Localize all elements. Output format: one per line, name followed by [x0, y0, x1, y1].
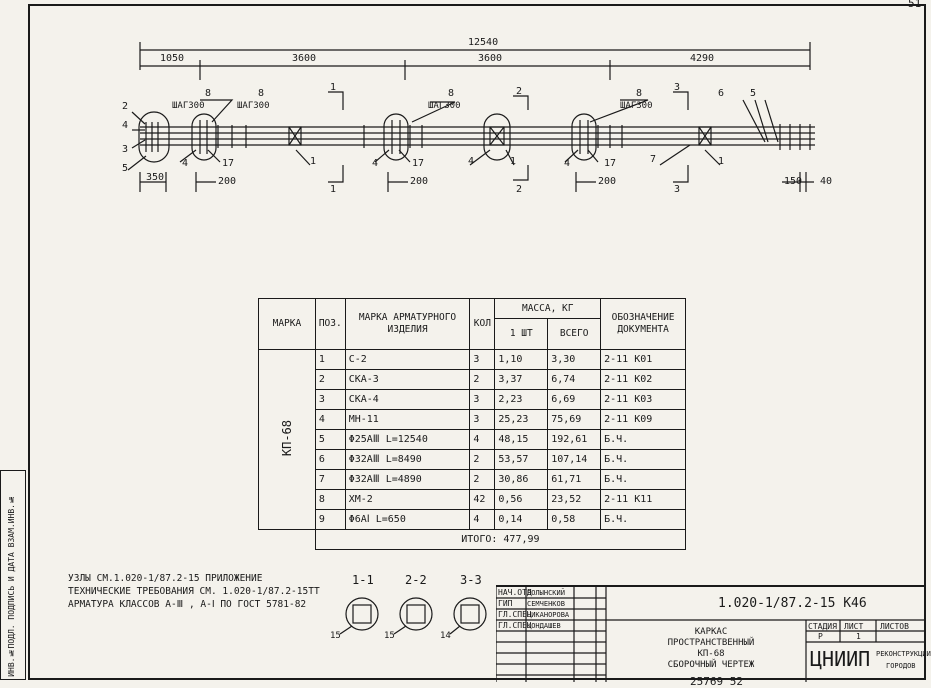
name-1: ВОЛЫНСКИЙ — [527, 589, 565, 597]
cell-qty: 3 — [470, 350, 495, 370]
cell-pos: 9 — [315, 510, 345, 530]
dim-seg1: 1050 — [160, 53, 185, 64]
note-line-2: ТЕХНИЧЕСКИЕ ТРЕБОВАНИЯ СМ. 1.020-1/87.2-15ТТ — [68, 586, 320, 597]
th-mass-one: 1 ШТ — [495, 319, 548, 350]
left-margin-text: ИНВ.№ПОДЛ. ПОДПИСЬ И ДАТА ВЗАМ.ИНВ.№ — [7, 495, 16, 677]
callout-17c: 17 — [604, 158, 617, 169]
cell-total: 107,14 — [548, 450, 601, 470]
note-line-1: УЗЛЫ СМ.1.020-1/87.2-15 ПРИЛОЖЕНИЕ — [68, 573, 263, 584]
name-4: КОНДАШЕВ — [527, 622, 561, 630]
cell-mark: СКА-4 — [345, 390, 470, 410]
th-qty: КОЛ — [470, 299, 495, 350]
organization-sub-2: ГОРОДОВ — [886, 662, 916, 670]
section-label-2: 2-2 — [405, 573, 427, 587]
specification-table — [258, 298, 686, 550]
cell-doc: 2-11 К03 — [601, 390, 686, 410]
dim-200b: 200 — [410, 176, 429, 187]
pitch-label-1: ШАГ300 — [172, 101, 205, 111]
document-title: КАРКАС ПРОСТРАНСТВЕННЫЙ КП-68 СБОРОЧНЫЙ ЧЕРТЕЖ — [667, 627, 755, 670]
cell-doc: Б.Ч. — [601, 450, 686, 470]
cell-one: 0,56 — [495, 490, 548, 510]
cell-pos: 3 — [315, 390, 345, 410]
cell-one: 48,15 — [495, 430, 548, 450]
dim-350: 350 — [146, 172, 165, 183]
cell-mark: С-2 — [345, 350, 470, 370]
cell-one: 1,10 — [495, 350, 548, 370]
table-row — [259, 470, 686, 490]
th-pos: ПОЗ. — [315, 299, 345, 350]
table-row — [259, 430, 686, 450]
role-4: ГЛ.СПЕЦ — [498, 621, 532, 630]
sheet-corner-number: 51 — [908, 0, 922, 10]
left-margin-stamp — [0, 470, 26, 680]
th-mass-total: ВСЕГО — [548, 319, 601, 350]
table-row — [259, 490, 686, 510]
cell-mark: Φ6АⅠ L=650 — [345, 510, 470, 530]
callout-5: 5 — [122, 163, 129, 174]
cell-doc: 2-11 К02 — [601, 370, 686, 390]
cell-pos: 5 — [315, 430, 345, 450]
callout-6: 6 — [718, 88, 725, 99]
section-pos-15a: 15 — [330, 631, 341, 641]
bottom-code: 25769 52 — [690, 675, 743, 688]
cell-mark: ХМ-2 — [345, 490, 470, 510]
section-label-3: 3-3 — [460, 573, 482, 587]
callout-8a: 8 — [205, 88, 212, 99]
cell-mark: МН-11 — [345, 410, 470, 430]
cell-mark: Φ25АⅢ L=12540 — [345, 430, 470, 450]
callout-1c: 1 — [718, 156, 725, 167]
notes-block — [68, 572, 320, 611]
cell-qty: 2 — [470, 450, 495, 470]
dim-seg3: 3600 — [478, 53, 503, 64]
document-code: 1.020-1/87.2-15 К46 — [718, 596, 867, 611]
table-row — [259, 450, 686, 470]
cell-total: 75,69 — [548, 410, 601, 430]
sheet-header: ЛИСТ — [844, 622, 864, 631]
cell-total: 23,52 — [548, 490, 601, 510]
callout-8c: 8 — [448, 88, 455, 99]
section-1-top: 1 — [330, 82, 337, 93]
section-label-1: 1-1 — [352, 573, 374, 587]
callout-3: 3 — [122, 144, 129, 155]
table-total-row — [259, 530, 686, 550]
table-row — [259, 410, 686, 430]
section-3-top: 3 — [674, 82, 681, 93]
role-1: НАЧ.ОТД — [498, 588, 532, 597]
dim-total: 12540 — [468, 37, 499, 48]
table-row — [259, 390, 686, 410]
cell-qty: 42 — [470, 490, 495, 510]
cell-mark: Φ32АⅢ L=8490 — [345, 450, 470, 470]
cell-total: 0,58 — [548, 510, 601, 530]
cell-doc: 2-11 К11 — [601, 490, 686, 510]
dim-200a: 200 — [218, 176, 237, 187]
dim-seg2: 3600 — [292, 53, 317, 64]
name-2: СЕМЧЕНКОВ — [527, 600, 565, 608]
note-line-3: АРМАТУРА КЛАССОВ А-Ⅲ , А-Ⅰ ПО ГОСТ 5781-82 — [68, 599, 307, 610]
callout-8b: 8 — [258, 88, 265, 99]
cell-pos: 7 — [315, 470, 345, 490]
cell-doc: Б.Ч. — [601, 430, 686, 450]
section-1-bottom: 1 — [330, 184, 337, 195]
callout-17a: 17 — [222, 158, 235, 169]
section-3-bottom: 3 — [674, 184, 681, 195]
cell-one: 3,37 — [495, 370, 548, 390]
cell-total: 6,69 — [548, 390, 601, 410]
pitch-label-2: ШАГ300 — [237, 101, 270, 111]
callout-17b: 17 — [412, 158, 425, 169]
stage-header: СТАДИЯ — [808, 622, 837, 631]
callout-1b: 1 — [510, 156, 517, 167]
callout-4: 4 — [122, 120, 129, 131]
callout-1a: 1 — [310, 156, 317, 167]
callout-4a: 4 — [182, 158, 189, 169]
cell-total: 61,71 — [548, 470, 601, 490]
cell-doc: 2-11 К01 — [601, 350, 686, 370]
cell-pos: 6 — [315, 450, 345, 470]
cell-one: 30,86 — [495, 470, 548, 490]
callout-4b: 4 — [372, 158, 379, 169]
section-pos-14: 14 — [440, 631, 451, 641]
name-3: НИКАНОРОВА — [527, 611, 570, 619]
organization-sub-1: РЕКОНСТРУКЦИИ — [876, 650, 931, 658]
cell-pos: 4 — [315, 410, 345, 430]
cell-total: 6,74 — [548, 370, 601, 390]
cell-mark: Φ32АⅢ L=4890 — [345, 470, 470, 490]
sheet-value: 1 — [856, 632, 861, 641]
cell-one: 53,57 — [495, 450, 548, 470]
pitch-label-4: ШАГ300 — [620, 101, 653, 111]
cell-qty: 4 — [470, 430, 495, 450]
section-pos-15b: 15 — [384, 631, 395, 641]
cell-doc: 2-11 К09 — [601, 410, 686, 430]
table-row — [259, 350, 686, 370]
cell-doc: Б.Ч. — [601, 510, 686, 530]
role-3: ГЛ.СПЕЦ — [498, 610, 532, 619]
cell-qty: 3 — [470, 390, 495, 410]
callout-4d: 4 — [564, 158, 571, 169]
dim-200c: 200 — [598, 176, 617, 187]
cell-one: 0,14 — [495, 510, 548, 530]
th-product-mark: МАРКА АРМАТУРНОГО ИЗДЕЛИЯ — [345, 299, 470, 350]
dim-40: 40 — [820, 176, 833, 187]
th-mass: МАССА, КГ — [495, 299, 601, 319]
dim-seg4: 4290 — [690, 53, 715, 64]
cell-mark: СКА-3 — [345, 370, 470, 390]
cell-qty: 2 — [470, 470, 495, 490]
th-mark: МАРКА — [259, 299, 316, 350]
sheets-header: ЛИСТОВ — [880, 622, 909, 631]
group-mark: КП-68 — [279, 419, 294, 457]
cell-total: 192,61 — [548, 430, 601, 450]
role-2: ГИП — [498, 599, 513, 608]
callout-7: 7 — [650, 154, 657, 165]
total-blank — [259, 530, 316, 550]
section-2-bottom: 2 — [516, 184, 523, 195]
cell-one: 2,23 — [495, 390, 548, 410]
callout-4c: 4 — [468, 156, 475, 167]
table-total: ИТОГО: 477,99 — [315, 530, 685, 550]
cell-doc: Б.Ч. — [601, 470, 686, 490]
table-row — [259, 370, 686, 390]
dim-150: 150 — [784, 176, 803, 187]
organization-logo: ЦНИИП — [810, 647, 871, 671]
cell-qty: 3 — [470, 410, 495, 430]
table-row — [259, 510, 686, 530]
cell-pos: 8 — [315, 490, 345, 510]
cell-qty: 4 — [470, 510, 495, 530]
cell-one: 25,23 — [495, 410, 548, 430]
cell-pos: 2 — [315, 370, 345, 390]
section-2-top: 2 — [516, 86, 523, 97]
callout-5b: 5 — [750, 88, 757, 99]
cell-total: 3,30 — [548, 350, 601, 370]
cell-pos: 1 — [315, 350, 345, 370]
title-block — [496, 585, 931, 682]
stage-value: Р — [818, 632, 823, 641]
pitch-label-3: ШАГ300 — [428, 101, 461, 111]
callout-2: 2 — [122, 101, 129, 112]
group-mark-cell — [259, 350, 316, 530]
callout-8d: 8 — [636, 88, 643, 99]
frame-elevation-drawing — [0, 0, 931, 300]
cell-qty: 2 — [470, 370, 495, 390]
th-doc: ОБОЗНАЧЕНИЕ ДОКУМЕНТА — [601, 299, 686, 350]
